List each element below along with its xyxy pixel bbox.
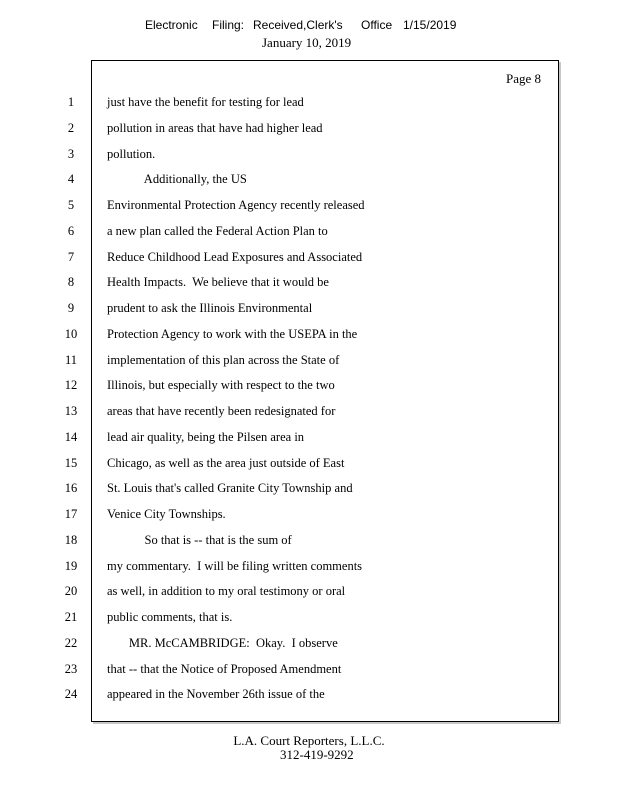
transcript-line-text: St. Louis that's called Granite City Township and — [107, 481, 353, 495]
stamp-office: Office — [361, 18, 393, 32]
line-number: 18 — [64, 533, 78, 547]
stamp-date: 1/15/2019 — [403, 18, 457, 32]
transcript-line-text: prudent to ask the Illinois Environmental — [107, 301, 313, 315]
line-number: 6 — [67, 224, 75, 238]
transcript-line-text: Environmental Protection Agency recently released — [107, 198, 365, 212]
line-number: 11 — [64, 353, 78, 367]
stamp-electronic: Electronic — [145, 18, 198, 32]
line-number: 3 — [67, 147, 75, 161]
footer-company: L.A. Court Reporters, L.L.C. — [233, 733, 385, 748]
line-number: 4 — [67, 172, 75, 186]
transcript-line-text: areas that have recently been redesignated for — [107, 404, 336, 418]
transcript-line-text: Reduce Childhood Lead Exposures and Associated — [107, 250, 363, 264]
transcript-date: January 10, 2019 — [262, 35, 352, 50]
line-number: 16 — [64, 481, 78, 495]
line-number: 8 — [67, 275, 75, 289]
stamp-received: Received,Clerk's — [253, 18, 343, 32]
transcript-line-text: lead air quality, being the Pilsen area in — [107, 430, 305, 444]
line-number: 15 — [64, 456, 78, 470]
transcript-line-text: So that is -- that is the sum of — [107, 533, 292, 547]
transcript-line-text: Chicago, as well as the area just outside of East — [107, 456, 345, 470]
transcript-line-text: Additionally, the US — [107, 172, 247, 186]
transcript-line-text: Venice City Townships. — [107, 507, 226, 521]
line-number: 5 — [67, 198, 75, 212]
line-number: 21 — [64, 610, 78, 624]
transcript-line-text: pollution. — [107, 147, 156, 161]
line-number: 1 — [67, 95, 75, 109]
transcript-line-text: public comments, that is. — [107, 610, 233, 624]
transcript-line-text: pollution in areas that have had higher lead — [107, 121, 323, 135]
line-number: 17 — [64, 507, 78, 521]
line-number: 7 — [67, 250, 75, 264]
transcript-line-text: a new plan called the Federal Action Plan to — [107, 224, 328, 238]
transcript-line-text: appeared in the November 26th issue of the — [107, 687, 325, 701]
line-number: 14 — [64, 430, 78, 444]
line-number: 10 — [64, 327, 78, 341]
line-number: 9 — [67, 301, 75, 315]
line-number: 13 — [64, 404, 78, 418]
line-number: 20 — [64, 584, 78, 598]
transcript-line-text: MR. McCAMBRIDGE: Okay. I observe — [107, 636, 338, 650]
line-number: 2 — [67, 121, 75, 135]
transcript-line-text: Protection Agency to work with the USEPA in the — [107, 327, 358, 341]
transcript-line-text: as well, in addition to my oral testimony or oral — [107, 584, 346, 598]
transcript-line-text: Health Impacts. We believe that it would be — [107, 275, 329, 289]
footer-phone: 312-419-9292 — [280, 747, 354, 762]
line-number: 23 — [64, 662, 78, 676]
transcript-line-text: that -- that the Notice of Proposed Amendment — [107, 662, 342, 676]
transcript-line-text: Illinois, but especially with respect to the two — [107, 378, 335, 392]
transcript-line-text: my commentary. I will be filing written comments — [107, 559, 363, 573]
line-number: 12 — [64, 378, 78, 392]
line-number: 24 — [64, 687, 78, 701]
line-number: 22 — [64, 636, 78, 650]
line-number: 19 — [64, 559, 78, 573]
filing-stamp — [0, 18, 618, 36]
transcript-line-text: implementation of this plan across the State of — [107, 353, 340, 367]
stamp-filing: Filing: — [212, 18, 245, 32]
transcript-line-text: just have the benefit for testing for lead — [107, 95, 304, 109]
page-number: Page 8 — [505, 71, 541, 86]
